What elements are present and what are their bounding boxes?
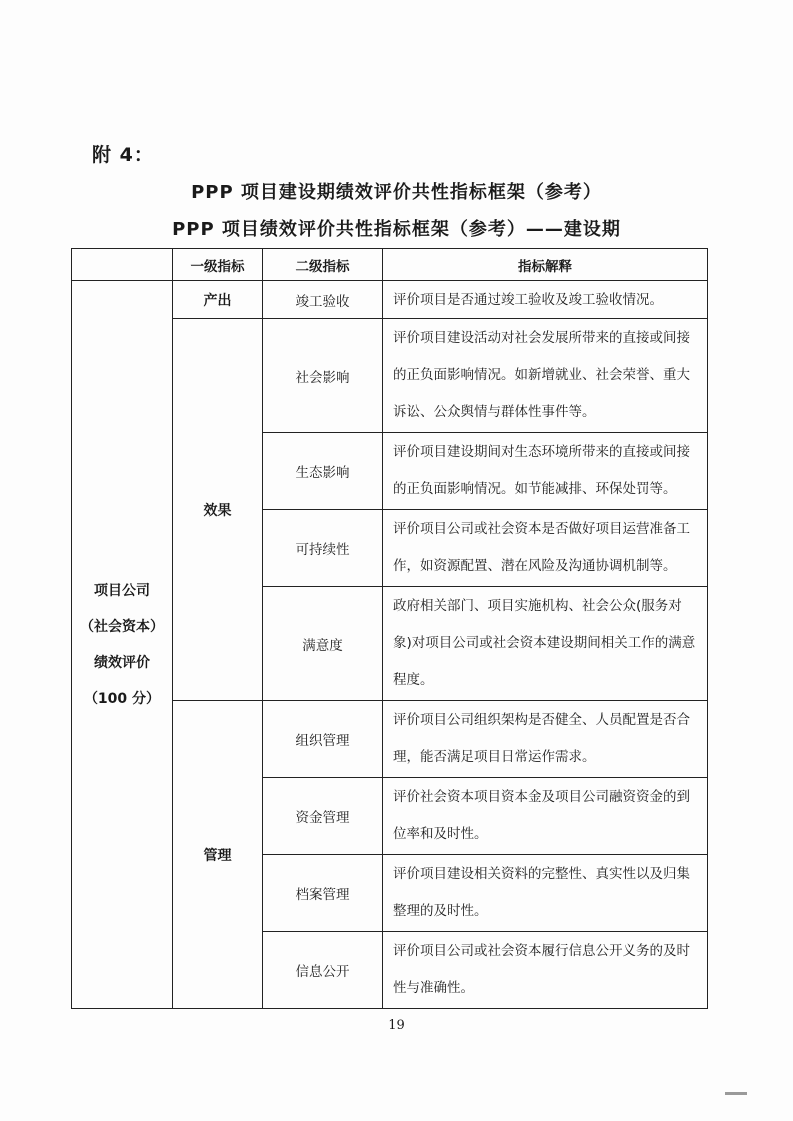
indicator-explanation: 评价项目公司或社会资本履行信息公开义务的及时性与准确性。 xyxy=(383,932,708,1009)
header-level2-indicator: 二级指标 xyxy=(263,249,383,281)
level2-indicator: 信息公开 xyxy=(263,932,383,1009)
level1-indicator-management: 管理 xyxy=(173,701,263,1009)
level2-indicator: 满意度 xyxy=(263,587,383,701)
scan-artifact-mark xyxy=(725,1092,747,1095)
level1-indicator-output: 产出 xyxy=(173,281,263,319)
level2-indicator: 生态影响 xyxy=(263,433,383,510)
evaluation-subject-cell xyxy=(72,281,173,1009)
table-header-row xyxy=(72,249,708,281)
evaluation-subject-line: （社会资本） xyxy=(80,618,164,635)
level2-indicator: 资金管理 xyxy=(263,778,383,855)
table-row xyxy=(72,281,708,319)
evaluation-subject-line: 项目公司 xyxy=(94,582,150,599)
level2-indicator: 社会影响 xyxy=(263,319,383,433)
indicator-explanation: 评价项目建设期间对生态环境所带来的直接或间接的正负面影响情况。如节能减排、环保处罚等。 xyxy=(383,433,708,510)
indicator-explanation: 评价项目建设活动对社会发展所带来的直接或间接的正负面影响情况。如新增就业、社会荣誉、重大诉讼、公众舆情与群体性事件等。 xyxy=(383,319,708,433)
document-title: PPP 项目建设期绩效评价共性指标框架（参考） xyxy=(191,182,602,203)
header-indicator-explanation: 指标解释 xyxy=(383,249,708,281)
header-cell-blank xyxy=(72,249,173,281)
level2-indicator: 档案管理 xyxy=(263,855,383,932)
level2-indicator: 竣工验收 xyxy=(263,281,383,319)
level2-indicator: 可持续性 xyxy=(263,510,383,587)
indicator-explanation: 评价项目公司或社会资本是否做好项目运营准备工作，如资源配置、潜在风险及沟通协调机制等。 xyxy=(383,510,708,587)
indicator-explanation: 评价项目是否通过竣工验收及竣工验收情况。 xyxy=(383,281,708,319)
page-number: 19 xyxy=(388,1018,405,1033)
level1-indicator-effect: 效果 xyxy=(173,319,263,701)
level2-indicator: 组织管理 xyxy=(263,701,383,778)
indicator-explanation: 评价社会资本项目资本金及项目公司融资资金的到位率和及时性。 xyxy=(383,778,708,855)
appendix-label: 附 4： xyxy=(92,144,154,166)
evaluation-subject-line: （100 分） xyxy=(83,690,161,707)
table-title: PPP 项目绩效评价共性指标框架（参考）——建设期 xyxy=(172,219,621,240)
indicator-framework-table xyxy=(71,248,708,1009)
evaluation-subject-line: 绩效评价 xyxy=(94,654,150,671)
indicator-explanation: 评价项目建设相关资料的完整性、真实性以及归集整理的及时性。 xyxy=(383,855,708,932)
indicator-explanation: 政府相关部门、项目实施机构、社会公众(服务对象)对项目公司或社会资本建设期间相关工作的满意程度。 xyxy=(383,587,708,701)
header-level1-indicator: 一级指标 xyxy=(173,249,263,281)
indicator-explanation: 评价项目公司组织架构是否健全、人员配置是否合理，能否满足项目日常运作需求。 xyxy=(383,701,708,778)
